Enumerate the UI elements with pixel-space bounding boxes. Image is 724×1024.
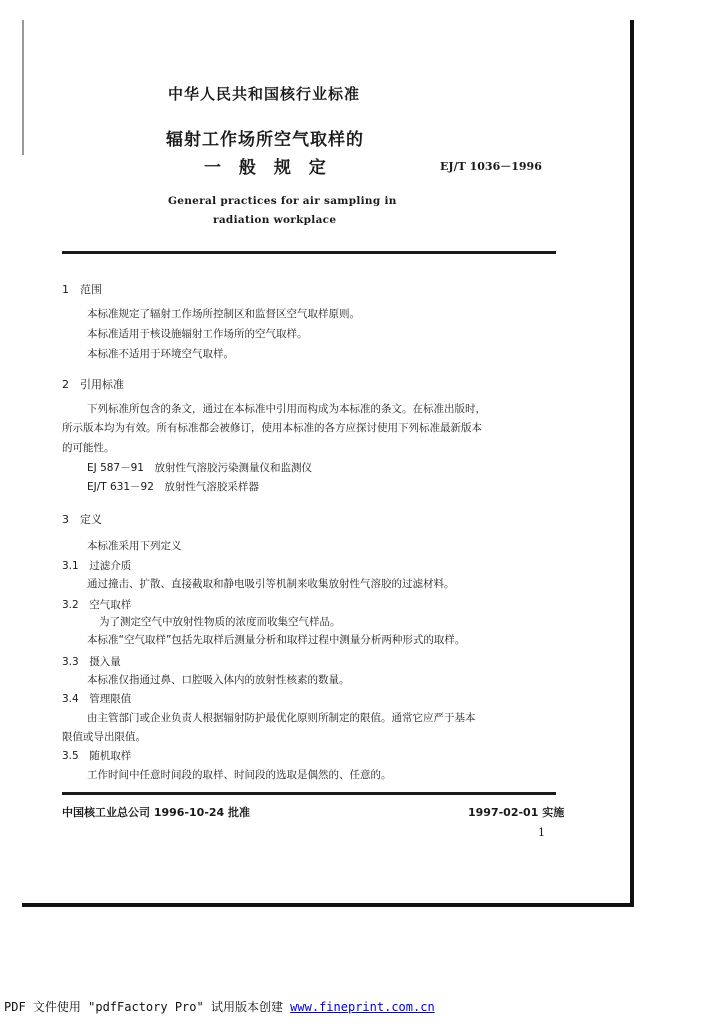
section-3-heading: 3 定义: [62, 513, 102, 526]
reference-standard: EJ 587－91 放射性气溶胶污染测量仪和监测仪: [87, 462, 312, 474]
definition-3-4-text: 限值或导出限值。: [62, 731, 146, 743]
section-1-line: 本标准不适用于环境空气取样。: [87, 348, 234, 360]
document-title-line1: 辐射工作场所空气取样的: [166, 130, 364, 150]
definition-3-3-text: 本标准仅指通过鼻、口腔吸入体内的放射性核素的数量。: [87, 674, 350, 686]
standard-type-heading: 中华人民共和国核行业标准: [168, 85, 361, 103]
section-1-line: 本标准适用于核设施辐射工作场所的空气取样。: [87, 328, 308, 340]
section-2-line: 所示版本均为有效。所有标准都会被修订，使用本标准的各方应探讨使用下列标准最新版本: [62, 422, 482, 434]
standard-code: EJ/T 1036－1996: [440, 160, 542, 173]
definition-3-4-text: 由主管部门或企业负责人根据辐射防护最优化原则所制定的限值。通常它应严于基本: [87, 712, 476, 724]
definition-3-2-heading: 3.2 空气取样: [62, 599, 132, 611]
definition-3-5-heading: 3.5 随机取样: [62, 750, 132, 762]
page-number: 1: [538, 826, 545, 839]
footer-rule: [62, 792, 556, 795]
page-left-edge: [22, 20, 24, 155]
reference-standard: EJ/T 631－92 放射性气溶胶采样器: [87, 481, 259, 493]
section-1-line: 本标准规定了辐射工作场所控制区和监督区空气取样原则。: [87, 308, 360, 320]
definition-3-5-text: 工作时间中任意时间段的取样、时间段的选取是偶然的、任意的。: [87, 769, 392, 781]
section-3-intro: 本标准采用下列定义: [87, 540, 182, 552]
definition-3-2-text: 本标准“空气取样”包括先取样后测量分析和取样过程中测量分析两种形式的取样。: [87, 634, 466, 646]
definition-3-1-heading: 3.1 过滤介质: [62, 560, 132, 572]
watermark-link[interactable]: www.fineprint.com.cn: [290, 1000, 435, 1014]
section-2-heading: 2 引用标准: [62, 378, 124, 391]
section-2-line: 下列标准所包含的条文，通过在本标准中引用而构成为本标准的条文。在标准出版时，: [87, 403, 486, 415]
english-title-line1: General practices for air sampling in: [168, 195, 397, 207]
implementation-date: 1997-02-01 实施: [468, 806, 565, 819]
watermark-text: PDF 文件使用 "pdfFactory Pro" 试用版本创建: [4, 1000, 291, 1014]
header-rule: [62, 251, 556, 254]
pdf-watermark: [4, 998, 435, 1015]
definition-3-3-heading: 3.3 摄入量: [62, 656, 121, 668]
definition-3-4-heading: 3.4 管理限值: [62, 693, 132, 705]
approval-date: 中国核工业总公司 1996-10-24 批准: [62, 806, 251, 819]
definition-3-1-text: 通过撞击、扩散、直接截取和静电吸引等机制来收集放射性气溶胶的过滤材料。: [87, 578, 455, 590]
page-right-border: [630, 20, 634, 907]
english-title-line2: radiation workplace: [213, 214, 337, 226]
definition-3-2-text: 为了测定空气中放射性物质的浓度而收集空气样品。: [99, 616, 341, 628]
document-title-line2: 一 般 规 定: [204, 158, 332, 178]
section-2-line: 的可能性。: [62, 442, 115, 454]
section-1-heading: 1 范围: [62, 283, 102, 296]
page-bottom-border: [22, 903, 634, 907]
